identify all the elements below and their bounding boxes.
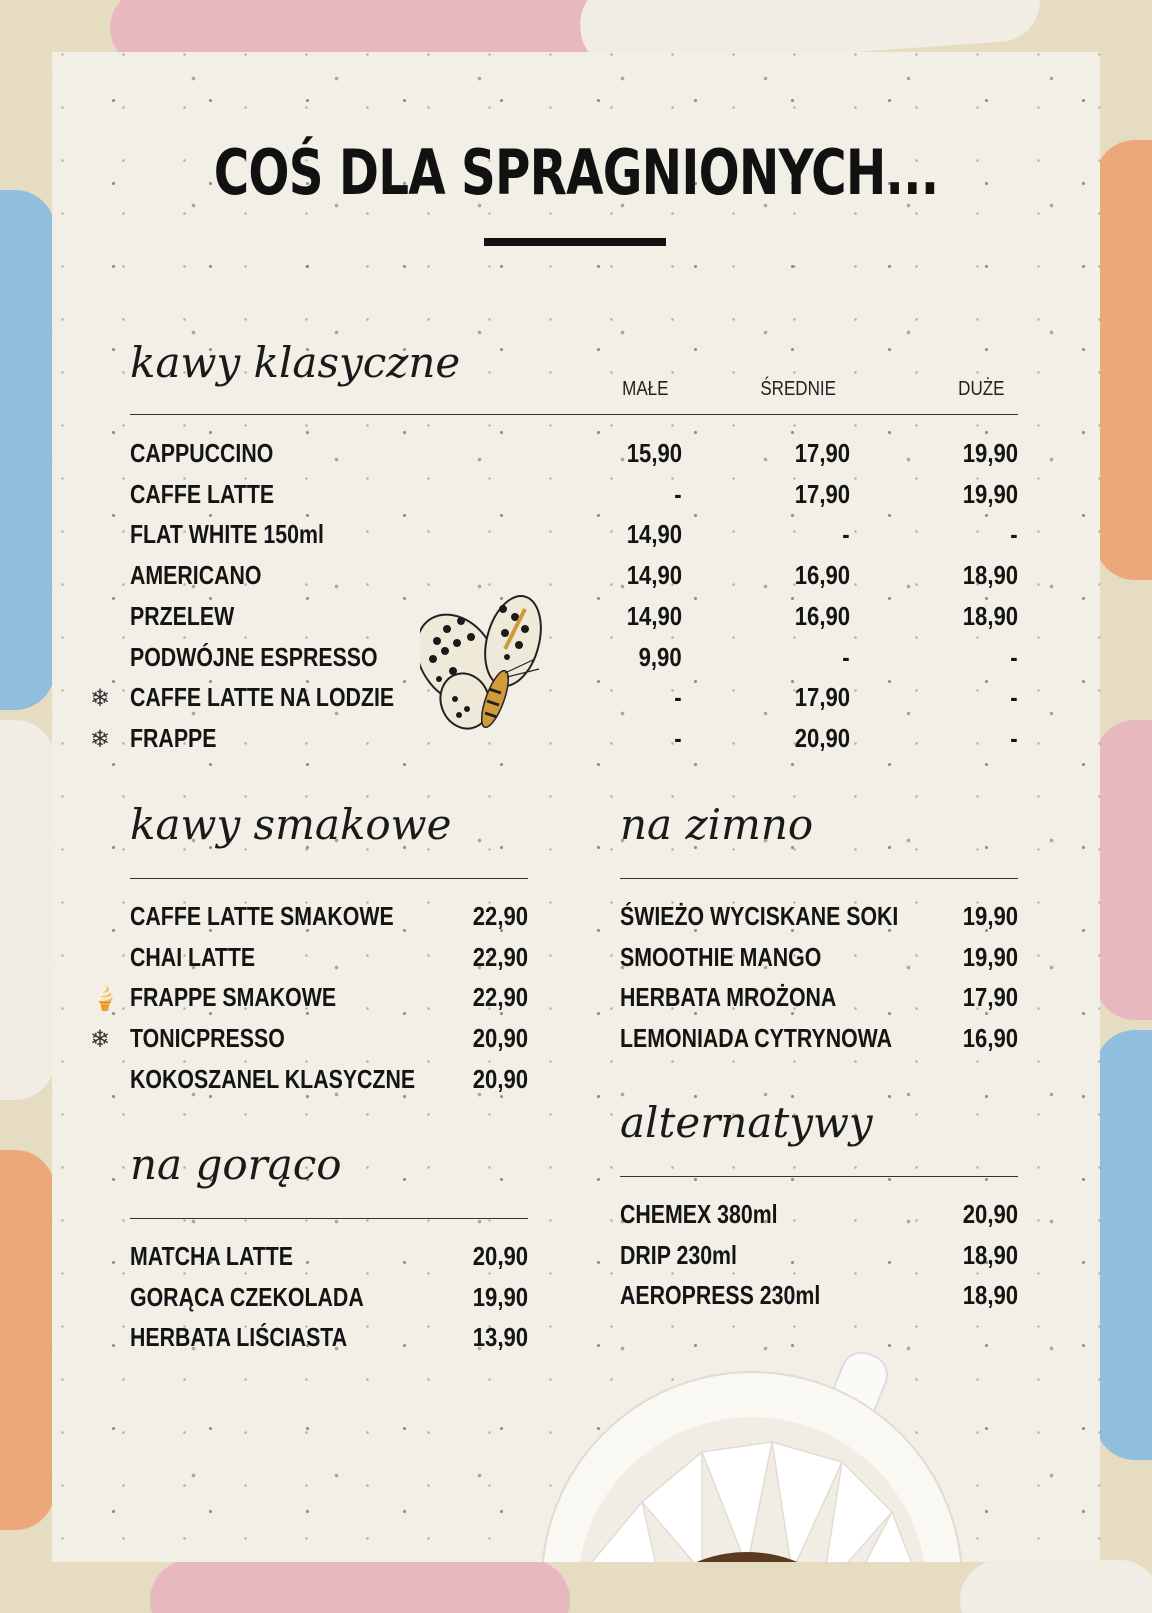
menu-row [130, 601, 1018, 641]
item-price: 13,90 [472, 1322, 528, 1353]
price-medium: 20,90 [794, 722, 850, 753]
menu-row [130, 682, 1018, 722]
item-price: 19,90 [962, 901, 1018, 931]
price-medium: 17,90 [794, 682, 850, 713]
menu-row [620, 1240, 1018, 1280]
price-small: - [674, 478, 682, 509]
menu-row [130, 438, 1018, 478]
item-price: 16,90 [962, 1023, 1018, 1054]
section-divider [620, 1176, 1018, 1177]
item-price: 20,90 [472, 1023, 528, 1054]
blue-paint-stroke [1095, 1030, 1152, 1460]
price-large: 18,90 [962, 560, 1018, 591]
cream-paint-stroke [960, 1560, 1152, 1613]
item-name: FLAT WHITE 150ml [130, 519, 324, 550]
snowflake-icon: ❄ [90, 685, 111, 713]
snowflake-icon: ❄ [90, 1026, 111, 1054]
menu-row [130, 1282, 528, 1322]
item-name: CAFFE LATTE [130, 478, 275, 509]
price-small: - [674, 722, 682, 753]
item-name: AMERICANO [130, 560, 262, 591]
menu-row [620, 901, 1018, 941]
price-small: 14,90 [626, 560, 682, 591]
item-price: 20,90 [962, 1199, 1018, 1229]
page-title: COŚ DLA SPRAGNIONYCH... [213, 136, 939, 209]
orange-paint-stroke [0, 1150, 55, 1530]
section-divider [130, 414, 1018, 415]
item-price: 20,90 [472, 1063, 528, 1094]
item-name: KOKOSZANEL KLASYCZNE [130, 1063, 416, 1094]
price-large: - [1010, 722, 1018, 753]
item-name: PRZELEW [130, 600, 235, 631]
column-header-small: MAŁE [621, 378, 668, 400]
menu-row [620, 1023, 1018, 1063]
price-small: 9,90 [638, 641, 682, 672]
item-name: CAFFE LATTE SMAKOWE [130, 901, 394, 931]
section-heading-hot: na gorąco [130, 1140, 342, 1189]
menu-row [130, 1322, 528, 1362]
cream-paint-stroke [0, 720, 55, 1100]
item-price: 18,90 [962, 1280, 1018, 1311]
menu-row [130, 560, 1018, 600]
ice-cream-icon: 🍦 [90, 985, 120, 1013]
column-header-large: DUŻE [957, 378, 1004, 400]
section-divider [620, 878, 1018, 879]
price-medium: 16,90 [794, 600, 850, 631]
item-name: DRIP 230ml [620, 1239, 737, 1270]
price-small: 14,90 [626, 519, 682, 550]
menu-row [130, 942, 528, 982]
price-large: - [1010, 641, 1018, 672]
menu-row [130, 723, 1018, 763]
price-small: 14,90 [626, 600, 682, 631]
item-name: LEMONIADA CYTRYNOWA [620, 1023, 893, 1054]
menu-row [130, 1023, 528, 1063]
item-name: HERBATA MROŻONA [620, 982, 837, 1013]
price-large: 19,90 [962, 478, 1018, 509]
price-large: 19,90 [962, 438, 1018, 468]
coffee-dripper-illustration [532, 1352, 972, 1562]
item-name: FRAPPE [130, 722, 217, 753]
section-divider [130, 878, 528, 879]
item-price: 22,90 [472, 901, 528, 931]
item-price: 22,90 [472, 941, 528, 972]
price-small: - [674, 682, 682, 713]
menu-row [620, 982, 1018, 1022]
section-divider [130, 1218, 528, 1219]
menu-row [620, 942, 1018, 982]
item-name: PODWÓJNE ESPRESSO [130, 641, 378, 672]
price-medium: 16,90 [794, 560, 850, 591]
menu-row [130, 519, 1018, 559]
item-price: 20,90 [472, 1241, 528, 1271]
menu-row [130, 982, 528, 1022]
menu-paper [52, 52, 1100, 1562]
item-name: CHAI LATTE [130, 941, 256, 972]
price-medium: 17,90 [794, 438, 850, 468]
price-medium: - [842, 641, 850, 672]
section-heading-classic: kawy klasyczne [130, 338, 461, 387]
price-medium: 17,90 [794, 478, 850, 509]
menu-row [130, 479, 1018, 519]
item-name: CAPPUCCINO [130, 438, 274, 468]
item-price: 17,90 [962, 982, 1018, 1013]
menu-row [130, 901, 528, 941]
menu-row [130, 1064, 528, 1104]
price-large: - [1010, 519, 1018, 550]
item-name: GORĄCA CZEKOLADA [130, 1281, 364, 1312]
pink-paint-stroke [1095, 720, 1152, 1020]
menu-row [130, 1241, 528, 1281]
snowflake-icon: ❄ [90, 725, 111, 753]
item-price: 19,90 [962, 941, 1018, 972]
orange-paint-stroke [1095, 140, 1152, 580]
section-heading-cold: na zimno [620, 800, 814, 849]
item-name: FRAPPE SMAKOWE [130, 982, 337, 1013]
item-name: HERBATA LIŚCIASTA [130, 1322, 348, 1353]
item-name: ŚWIEŻO WYCISKANE SOKI [620, 901, 899, 931]
menu-row [620, 1280, 1018, 1320]
item-name: MATCHA LATTE [130, 1241, 294, 1271]
price-large: - [1010, 682, 1018, 713]
column-header-medium: ŚREDNIE [760, 378, 836, 400]
item-price: 18,90 [962, 1239, 1018, 1270]
section-heading-alternatives: alternatywy [620, 1098, 873, 1147]
price-small: 15,90 [626, 438, 682, 468]
menu-row [130, 642, 1018, 682]
item-name: TONICPRESSO [130, 1023, 285, 1054]
section-heading-flavored: kawy smakowe [130, 800, 452, 849]
blue-paint-stroke [0, 190, 55, 710]
price-large: 18,90 [962, 600, 1018, 631]
title-underline [484, 238, 666, 246]
price-medium: - [842, 519, 850, 550]
item-price: 22,90 [472, 982, 528, 1013]
item-name: CHEMEX 380ml [620, 1199, 778, 1229]
item-name: AEROPRESS 230ml [620, 1280, 821, 1311]
item-name: SMOOTHIE MANGO [620, 941, 822, 972]
menu-row [620, 1199, 1018, 1239]
item-name: CAFFE LATTE NA LODZIE [130, 682, 395, 713]
item-price: 19,90 [472, 1281, 528, 1312]
pink-paint-stroke [150, 1560, 570, 1613]
